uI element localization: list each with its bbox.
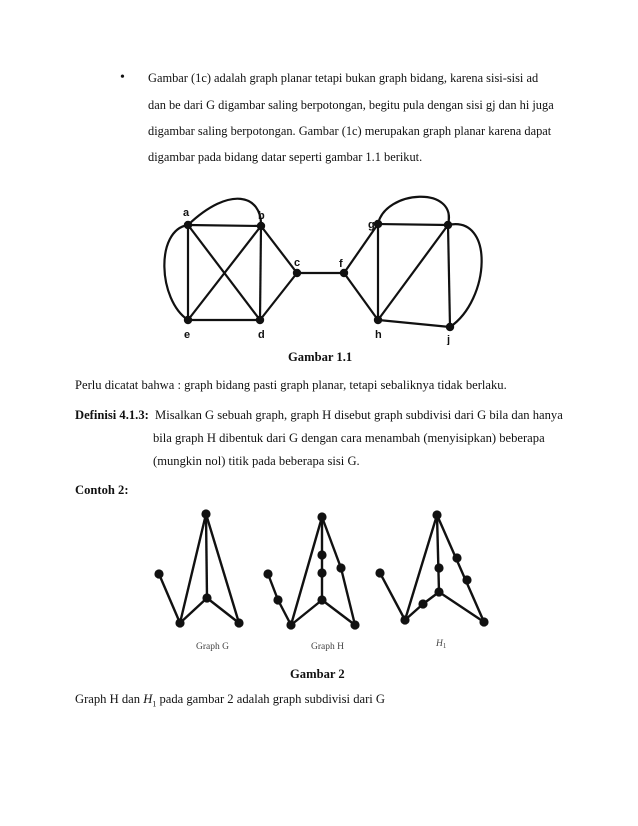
closing-pre: Graph H dan <box>75 692 144 706</box>
definition-line-1: Misalkan G sebuah graph, graph H disebut graph subdivisi dari G bila dan hanya <box>155 408 563 422</box>
h1-vertex <box>462 575 471 584</box>
vertex-label-d: d <box>258 329 265 341</box>
vertex-label-e: e <box>184 329 191 341</box>
edge-f-g <box>344 224 378 273</box>
h1-vertex <box>452 553 461 562</box>
vertex-label-g: g <box>368 219 375 231</box>
edge-h-i <box>378 225 448 320</box>
vertex-e <box>184 316 192 324</box>
definition-label: Definisi 4.1.3: <box>75 408 149 422</box>
h1-vertex <box>434 563 443 572</box>
h1-vertex <box>418 599 427 608</box>
edge-a-b <box>188 225 261 226</box>
h-vertex <box>286 620 295 629</box>
vertex-c <box>293 269 301 277</box>
graph-h1-label: $H_1$ <box>436 639 447 650</box>
edge-h-j <box>378 320 450 327</box>
edge-c-d <box>260 273 297 320</box>
edge-b-c <box>261 226 297 273</box>
h1-vertex <box>432 510 441 519</box>
closing-sub: 1 <box>152 699 157 709</box>
bullet-line-2: dan be dari G digambar saling berpotongan, begitu pula dengan sisi gj dan hi juga <box>148 98 554 112</box>
vertex-label-i: i <box>447 211 451 223</box>
edge-g-i-curve <box>378 197 449 225</box>
closing-var: H <box>143 692 153 706</box>
closing-post: pada gambar 2 adalah graph subdivisi dari G <box>156 692 386 706</box>
vertex-label-c: c <box>294 257 301 269</box>
graph-g-label: Graph G <box>196 642 229 652</box>
h-vertex <box>317 550 326 559</box>
note-paragraph: Perlu dicatat bahwa : graph bidang pasti graph planar, tetapi sebaliknya tidak berlaku. <box>75 378 507 392</box>
vertex-a <box>184 221 192 229</box>
edge-g-i <box>378 224 448 225</box>
h-vertex <box>317 595 326 604</box>
bullet-line-1: Gambar (1c) adalah graph planar tetapi bukan graph bidang, karena sisi-sisi ad <box>148 71 539 85</box>
h-vertex <box>317 568 326 577</box>
edge-i-j <box>448 225 450 327</box>
vertex-h <box>374 316 382 324</box>
g-vertex <box>202 593 211 602</box>
bullet-marker: • <box>120 70 125 85</box>
edge-b-d <box>260 226 261 320</box>
vertex-label-b: b <box>258 210 265 222</box>
vertex-g <box>374 220 382 228</box>
g-vertex <box>175 618 184 627</box>
closing-paragraph <box>75 692 385 709</box>
vertex-label-a: a <box>183 207 190 219</box>
g-vertex <box>154 569 163 578</box>
vertex-j <box>446 323 454 331</box>
h1-vertex <box>375 568 384 577</box>
definition-line-3: (mungkin nol) titik pada beberapa sisi G. <box>153 454 360 468</box>
figure-2-caption: Gambar 2 <box>290 667 345 681</box>
h1-vertex <box>400 615 409 624</box>
vertex-label-h: h <box>375 329 382 341</box>
vertex-b <box>257 222 265 230</box>
edge-i-j-outer <box>448 224 482 327</box>
figure-2-graphs <box>140 500 510 660</box>
graph-h-label: Graph H <box>311 642 344 652</box>
vertex-d <box>256 316 264 324</box>
edge-f-h <box>344 273 378 320</box>
h-vertex <box>273 595 282 604</box>
g-vertex <box>234 618 243 627</box>
vertex-label-j: j <box>447 334 451 345</box>
definition-line-2: bila graph H dibentuk dari G dengan cara menambah (menyisipkan) beberapa <box>153 431 545 445</box>
vertex-f <box>340 269 348 277</box>
h-vertex <box>263 569 272 578</box>
bullet-line-3: digambar saling berpotongan. Gambar (1c) merupakan graph planar karena dapat <box>148 124 552 138</box>
example-label: Contoh 2: <box>75 483 129 497</box>
edge-a-b-curve <box>188 199 261 226</box>
h-vertex <box>350 620 359 629</box>
g-vertex <box>201 509 210 518</box>
vertex-label-f: f <box>339 258 343 270</box>
edge-a-e-outer <box>164 225 188 320</box>
bullet-line-4: digambar pada bidang datar seperti gambar 1.1 berikut. <box>148 150 423 164</box>
figure-1-1-graph <box>150 195 495 345</box>
h-vertex <box>336 563 345 572</box>
h1-vertex <box>479 617 488 626</box>
figure-1-1-caption: Gambar 1.1 <box>288 350 353 364</box>
h1-vertex <box>434 587 443 596</box>
h-vertex <box>317 512 326 521</box>
